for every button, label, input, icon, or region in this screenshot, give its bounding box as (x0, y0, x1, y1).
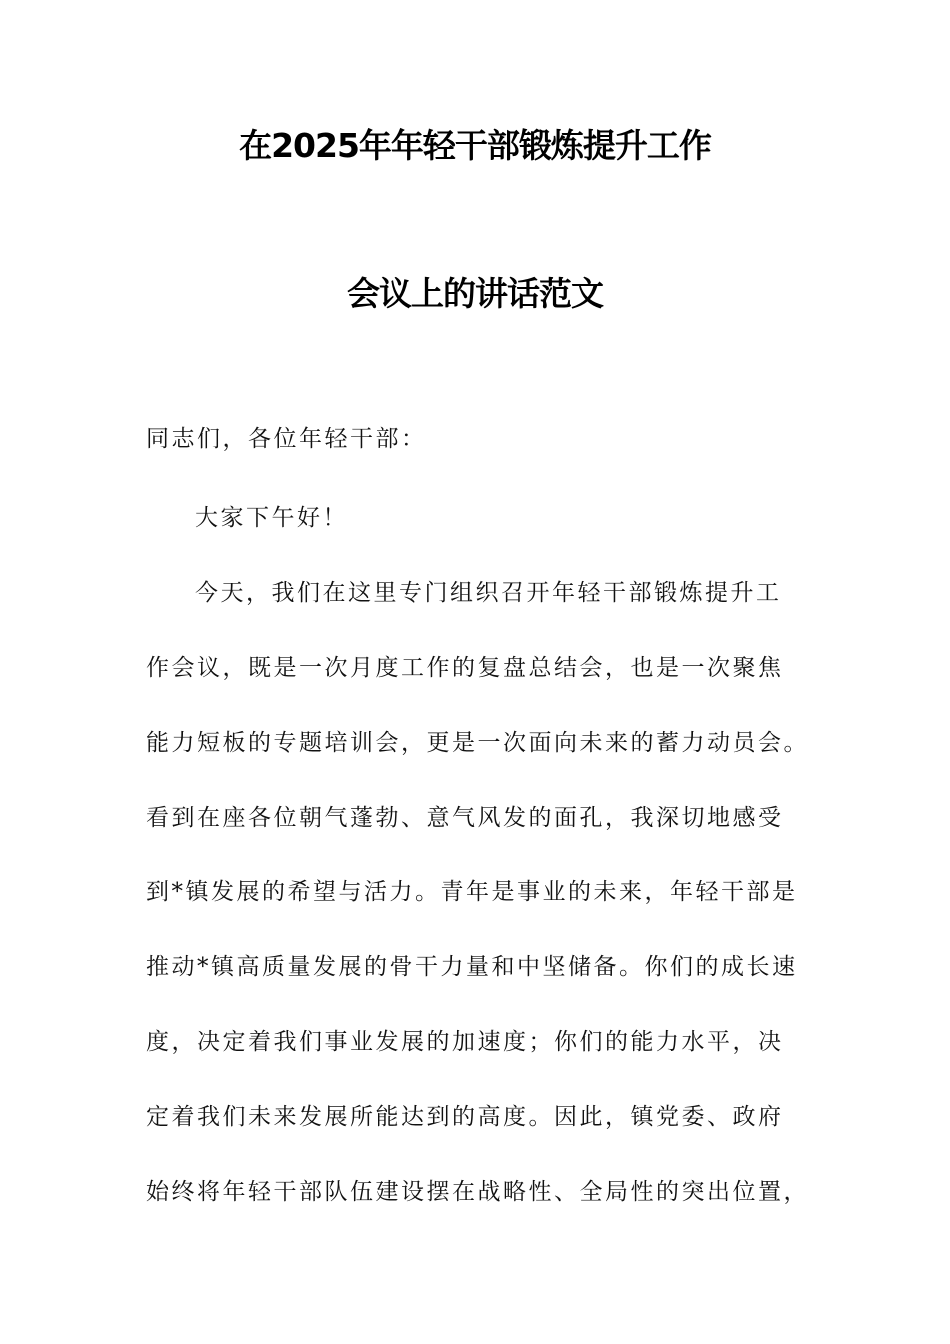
body-line: 看到在座各位朝气蓬勃、意气风发的面孔，我深切地感受 (146, 805, 784, 831)
greeting: 大家下午好！ (195, 505, 348, 531)
body-line: 度，决定着我们事业发展的加速度；你们的能力水平，决 (146, 1029, 784, 1055)
body-line: 今天，我们在这里专门组织召开年轻干部锻炼提升工 (195, 580, 782, 606)
document-title-line-2: 会议上的讲话范文 (347, 274, 603, 313)
body-line: 推动*镇高质量发展的骨干力量和中坚储备。你们的成长速 (146, 954, 798, 980)
body-line: 能力短板的专题培训会，更是一次面向未来的蓄力动员会。 (146, 730, 809, 756)
body-line: 到*镇发展的希望与活力。青年是事业的未来，年轻干部是 (146, 879, 798, 905)
body-line: 定着我们未来发展所能达到的高度。因此，镇党委、政府 (146, 1104, 784, 1130)
salutation: 同志们，各位年轻干部： (146, 426, 427, 452)
body-line: 作会议，既是一次月度工作的复盘总结会，也是一次聚焦 (146, 655, 784, 681)
document-title-line-1: 在2025年年轻干部锻炼提升工作 (239, 126, 711, 165)
body-line: 始终将年轻干部队伍建设摆在战略性、全局性的突出位置， (146, 1179, 809, 1205)
